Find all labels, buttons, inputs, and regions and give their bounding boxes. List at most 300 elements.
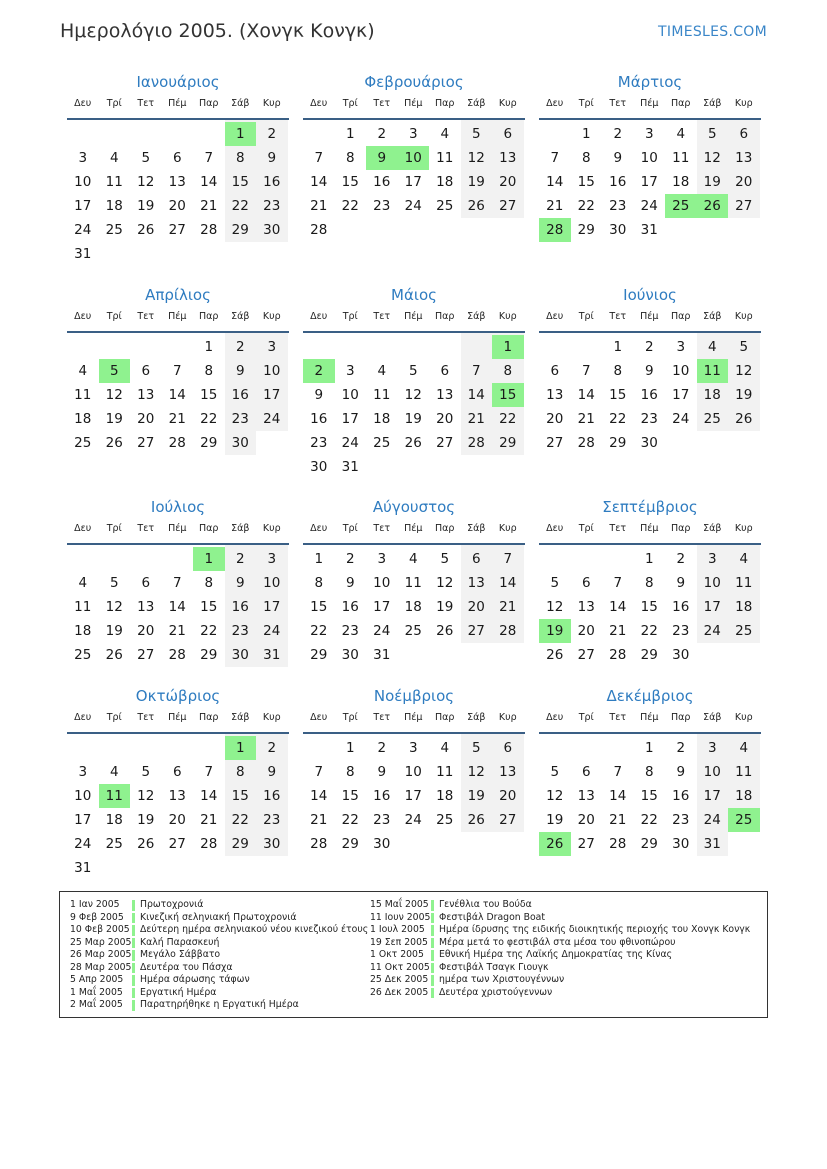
weekday-label: Σάβ [703, 712, 722, 723]
day-cell: 6 [471, 551, 481, 567]
weekday-header [303, 98, 525, 114]
weekday-header [67, 98, 289, 114]
day-cell: 14 [609, 599, 627, 615]
day-cell: 11 [404, 575, 422, 591]
day-cell: 8 [644, 575, 654, 591]
legend-date: 11 Οκτ 2005 [370, 961, 430, 973]
day-cell: 5 [141, 764, 151, 780]
day-cell: 18 [105, 198, 123, 214]
legend-date: 9 Φεβ 2005 [70, 911, 124, 923]
day-cell: 8 [613, 363, 623, 379]
day-cell: 29 [341, 836, 359, 852]
day-cell: 26 [735, 411, 753, 427]
legend-date: 26 Δεκ 2005 [370, 986, 429, 998]
weekday-label: Δευ [546, 311, 564, 322]
day-cell: 17 [74, 198, 92, 214]
day-cell: 20 [436, 411, 454, 427]
day-cell: 7 [503, 551, 513, 567]
day-cell: 24 [703, 812, 721, 828]
day-cell: 12 [105, 387, 123, 403]
day-cell: 29 [231, 222, 249, 238]
day-cell: 28 [168, 647, 186, 663]
day-cell: 30 [672, 647, 690, 663]
weekday-label: Τρί [106, 523, 122, 534]
day-cell: 4 [408, 551, 418, 567]
day-cell: 31 [263, 647, 281, 663]
day-cell: 18 [672, 174, 690, 190]
holiday-day-cell: 1 [225, 122, 257, 146]
day-cell: 23 [263, 812, 281, 828]
day-cell: 9 [676, 575, 686, 591]
day-cell: 3 [78, 150, 88, 166]
day-cell: 18 [735, 599, 753, 615]
day-cell: 24 [640, 198, 658, 214]
day-cell: 20 [735, 174, 753, 190]
day-cell: 25 [703, 411, 721, 427]
legend-row [70, 949, 221, 962]
day-cell: 9 [644, 363, 654, 379]
legend-holiday-name: Κινεζική σεληνιακή Πρωτοχρονιά [140, 911, 297, 923]
day-cell: 17 [263, 599, 281, 615]
day-cell: 12 [546, 788, 564, 804]
legend-holiday-name: Μέρα μετά το φεστιβάλ στα μέσα του φθινοπώρου [439, 936, 676, 948]
weekday-label: Τετ [137, 98, 155, 109]
holiday-day-cell: 1 [492, 335, 524, 359]
day-cell: 21 [577, 411, 595, 427]
legend-date: 1 Μαΐ 2005 [70, 986, 123, 998]
day-cell: 2 [377, 740, 387, 756]
day-cell: 17 [404, 788, 422, 804]
day-cell: 12 [467, 150, 485, 166]
day-cell: 21 [168, 623, 186, 639]
weekday-label: Πέμ [404, 712, 423, 723]
day-cell: 7 [314, 150, 324, 166]
day-cell: 24 [74, 222, 92, 238]
month-block [67, 498, 289, 698]
weekday-label: Σάβ [231, 98, 250, 109]
legend-marker [431, 900, 434, 911]
day-cell: 2 [235, 339, 245, 355]
weekday-header [539, 523, 761, 539]
day-cell: 23 [373, 812, 391, 828]
weekday-label: Δευ [546, 712, 564, 723]
day-cell: 17 [341, 411, 359, 427]
day-cell: 5 [141, 150, 151, 166]
day-cell: 7 [581, 363, 591, 379]
weekday-label: Σάβ [467, 98, 486, 109]
day-cell: 5 [739, 339, 749, 355]
day-cell: 19 [137, 198, 155, 214]
day-cell: 22 [609, 411, 627, 427]
weekday-label: Παρ [671, 98, 691, 109]
legend-row [70, 924, 369, 937]
day-cell: 30 [310, 459, 328, 475]
day-cell: 6 [581, 575, 591, 591]
day-cell: 30 [640, 435, 658, 451]
day-cell: 21 [310, 198, 328, 214]
day-cell: 16 [263, 174, 281, 190]
day-cell: 4 [440, 126, 450, 142]
month-name: Αύγουστος [372, 498, 456, 516]
weekday-label: Τρί [106, 712, 122, 723]
weekday-label: Δευ [546, 98, 564, 109]
day-cell: 22 [341, 812, 359, 828]
weekday-label: Τετ [137, 523, 155, 534]
legend-holiday-name: Φεστιβάλ Dragon Boat [439, 911, 546, 923]
day-cell: 9 [314, 387, 324, 403]
day-cell: 24 [404, 198, 422, 214]
legend-row [70, 986, 217, 1000]
weekday-label: Κυρ [734, 523, 753, 534]
weekday-label: Πέμ [640, 98, 659, 109]
day-cell: 5 [707, 126, 717, 142]
day-cell: 9 [235, 363, 245, 379]
day-cell: 24 [263, 623, 281, 639]
weekday-label: Κυρ [734, 311, 753, 322]
day-cell: 4 [707, 339, 717, 355]
weekday-label: Παρ [435, 311, 455, 322]
legend-date: 15 Μαΐ 2005 [370, 899, 429, 910]
legend-marker [431, 925, 434, 936]
legend-row [370, 961, 549, 975]
day-cell: 13 [499, 150, 517, 166]
day-cell: 12 [467, 764, 485, 780]
day-cell: 24 [74, 836, 92, 852]
day-cell: 25 [735, 623, 753, 639]
day-cell: 30 [672, 836, 690, 852]
day-cell: 10 [703, 575, 721, 591]
legend-holiday-name: Μεγάλο Σάββατο [140, 949, 221, 960]
day-cell: 4 [739, 551, 749, 567]
legend-marker [431, 938, 434, 949]
weekday-label: Κυρ [498, 712, 517, 723]
weekday-header [539, 311, 761, 327]
day-cell: 9 [267, 764, 277, 780]
day-cell: 22 [310, 623, 328, 639]
day-cell: 19 [105, 623, 123, 639]
day-cell: 20 [137, 411, 155, 427]
weekday-label: Κυρ [734, 98, 753, 109]
day-cell: 12 [105, 599, 123, 615]
day-cell: 22 [200, 623, 218, 639]
holiday-legend [59, 891, 768, 1018]
holiday-day-cell: 26 [539, 832, 571, 856]
weekday-label: Τετ [373, 98, 391, 109]
weekday-label: Τρί [106, 98, 122, 109]
weekday-label: Κυρ [262, 523, 281, 534]
weekday-label: Πέμ [640, 311, 659, 322]
holiday-day-cell: 28 [539, 218, 571, 242]
weekday-label: Τετ [609, 98, 627, 109]
legend-marker [132, 913, 135, 924]
day-cell: 22 [499, 411, 517, 427]
day-cell: 14 [577, 387, 595, 403]
legend-date: 1 Ιουλ 2005 [370, 924, 425, 935]
day-cell: 2 [676, 740, 686, 756]
day-cell: 10 [703, 764, 721, 780]
weekday-label: Τετ [137, 712, 155, 723]
day-cell: 27 [436, 435, 454, 451]
day-cell: 11 [105, 174, 123, 190]
day-cell: 8 [644, 764, 654, 780]
day-cell: 28 [310, 222, 328, 238]
day-cell: 16 [640, 387, 658, 403]
weekday-label: Κυρ [498, 311, 517, 322]
weekday-label: Δευ [310, 98, 328, 109]
day-cell: 27 [168, 222, 186, 238]
day-cell: 23 [640, 411, 658, 427]
day-cell: 13 [577, 788, 595, 804]
day-cell: 26 [105, 435, 123, 451]
day-cell: 16 [373, 788, 391, 804]
day-cell: 21 [467, 411, 485, 427]
day-cell: 7 [471, 363, 481, 379]
day-cell: 26 [467, 198, 485, 214]
day-cell: 21 [310, 812, 328, 828]
weekday-header [303, 523, 525, 539]
day-cell: 18 [703, 387, 721, 403]
legend-date: 1 Οκτ 2005 [370, 949, 424, 960]
day-cell: 27 [499, 198, 517, 214]
day-cell: 31 [703, 836, 721, 852]
day-cell: 1 [345, 126, 355, 142]
day-cell: 23 [672, 812, 690, 828]
weekday-label: Τετ [609, 712, 627, 723]
day-cell: 21 [168, 411, 186, 427]
day-cell: 13 [467, 575, 485, 591]
weekday-label: Τρί [342, 523, 358, 534]
day-cell: 4 [440, 740, 450, 756]
day-cell: 27 [577, 836, 595, 852]
legend-column-right [370, 899, 751, 999]
day-cell: 16 [231, 387, 249, 403]
day-cell: 3 [78, 764, 88, 780]
holiday-day-cell: 9 [366, 146, 398, 170]
day-cell: 22 [200, 411, 218, 427]
day-cell: 14 [609, 788, 627, 804]
month-block [67, 73, 289, 273]
day-cell: 2 [644, 339, 654, 355]
day-cell: 23 [231, 623, 249, 639]
day-cell: 21 [200, 812, 218, 828]
day-cell: 26 [137, 222, 155, 238]
day-cell: 22 [640, 623, 658, 639]
legend-date: 26 Μαρ 2005 [70, 949, 132, 960]
day-cell: 9 [345, 575, 355, 591]
day-cell: 8 [345, 764, 355, 780]
day-cell: 11 [74, 599, 92, 615]
weekday-label: Παρ [435, 98, 455, 109]
day-cell: 15 [640, 599, 658, 615]
day-cell: 25 [436, 812, 454, 828]
day-cell: 7 [314, 764, 324, 780]
weekday-label: Πέμ [404, 311, 423, 322]
weekday-label: Κυρ [734, 712, 753, 723]
day-cell: 8 [345, 150, 355, 166]
day-cell: 14 [467, 387, 485, 403]
month-name: Ιούνιος [623, 286, 677, 304]
legend-holiday-name: Εργατική Ημέρα [140, 986, 217, 998]
day-cell: 19 [467, 788, 485, 804]
day-cell: 4 [739, 740, 749, 756]
legend-row [370, 949, 673, 962]
legend-row [370, 911, 546, 925]
legend-marker [132, 925, 135, 936]
weekday-label: Παρ [435, 523, 455, 534]
weekday-label: Δευ [310, 712, 328, 723]
day-cell: 17 [703, 788, 721, 804]
day-cell: 22 [341, 198, 359, 214]
weekday-label: Δευ [74, 98, 92, 109]
legend-marker [431, 963, 434, 974]
legend-holiday-name: Καλή Παρασκευή [140, 936, 220, 948]
legend-date: 25 Δεκ 2005 [370, 974, 429, 985]
legend-marker [431, 950, 434, 961]
weekday-label: Σάβ [467, 712, 486, 723]
legend-marker [431, 975, 434, 986]
day-cell: 3 [707, 551, 717, 567]
day-cell: 27 [168, 836, 186, 852]
day-cell: 28 [200, 222, 218, 238]
day-cell: 27 [546, 435, 564, 451]
weekday-header [303, 712, 525, 728]
day-cell: 31 [341, 459, 359, 475]
day-cell: 18 [74, 411, 92, 427]
day-cell: 14 [200, 788, 218, 804]
day-cell: 5 [471, 740, 481, 756]
weekday-header [67, 712, 289, 728]
weekday-label: Σάβ [467, 311, 486, 322]
month-block [303, 73, 525, 273]
month-name: Μάιος [391, 286, 437, 304]
holiday-day-cell: 19 [539, 619, 571, 643]
day-cell: 14 [310, 174, 328, 190]
holiday-day-cell: 26 [697, 194, 729, 218]
day-cell: 15 [200, 599, 218, 615]
day-cell: 16 [341, 599, 359, 615]
day-cell: 18 [105, 812, 123, 828]
day-cell: 2 [676, 551, 686, 567]
month-name: Απρίλιος [145, 286, 211, 304]
day-cell: 23 [373, 198, 391, 214]
legend-row [70, 961, 233, 975]
day-cell: 30 [231, 435, 249, 451]
day-cell: 12 [703, 150, 721, 166]
weekday-label: Δευ [310, 311, 328, 322]
day-cell: 16 [672, 788, 690, 804]
weekday-label: Παρ [671, 523, 691, 534]
day-cell: 6 [503, 126, 513, 142]
weekday-label: Δευ [546, 523, 564, 534]
day-cell: 9 [613, 150, 623, 166]
day-cell: 8 [204, 575, 214, 591]
day-cell: 3 [345, 363, 355, 379]
day-cell: 16 [310, 411, 328, 427]
day-cell: 26 [546, 647, 564, 663]
day-cell: 27 [467, 623, 485, 639]
month-name: Οκτώβριος [135, 687, 221, 705]
day-cell: 23 [263, 198, 281, 214]
day-cell: 10 [263, 363, 281, 379]
day-cell: 25 [74, 435, 92, 451]
day-cell: 25 [436, 198, 454, 214]
legend-row [70, 999, 299, 1012]
legend-marker [431, 913, 434, 924]
weekday-label: Κυρ [498, 523, 517, 534]
month-name: Δεκέμβριος [606, 687, 694, 705]
month-block [303, 687, 525, 887]
day-cell: 17 [373, 599, 391, 615]
weekday-label: Παρ [199, 311, 219, 322]
day-cell: 17 [74, 812, 92, 828]
legend-row [370, 899, 532, 912]
day-cell: 29 [200, 647, 218, 663]
day-cell: 25 [373, 435, 391, 451]
weekday-header [67, 311, 289, 327]
day-cell: 16 [672, 599, 690, 615]
weekday-label: Πέμ [168, 311, 187, 322]
day-cell: 18 [436, 174, 454, 190]
day-cell: 14 [168, 387, 186, 403]
brand-link[interactable]: TIMESLES.COM [658, 24, 767, 40]
day-cell: 1 [314, 551, 324, 567]
day-cell: 4 [676, 126, 686, 142]
day-cell: 27 [137, 647, 155, 663]
month-name: Ιούλιος [150, 498, 206, 516]
weekday-label: Κυρ [262, 712, 281, 723]
weekday-label: Τρί [578, 311, 594, 322]
day-cell: 14 [310, 788, 328, 804]
holiday-day-cell: 5 [99, 359, 131, 383]
month-block [539, 687, 761, 887]
day-cell: 12 [735, 363, 753, 379]
holiday-day-cell: 1 [193, 547, 225, 571]
day-cell: 15 [640, 788, 658, 804]
day-cell: 5 [440, 551, 450, 567]
day-cell: 2 [235, 551, 245, 567]
holiday-day-cell: 15 [492, 383, 524, 407]
legend-date: 28 Μαρ 2005 [70, 961, 132, 973]
weekday-label: Σάβ [703, 523, 722, 534]
day-cell: 13 [546, 387, 564, 403]
day-cell: 11 [436, 764, 454, 780]
weekday-label: Τρί [342, 311, 358, 322]
day-cell: 25 [105, 836, 123, 852]
day-cell: 29 [609, 435, 627, 451]
legend-column-left [70, 899, 369, 1012]
day-cell: 2 [377, 126, 387, 142]
day-cell: 10 [74, 788, 92, 804]
legend-holiday-name: Ημέρα ίδρυσης της ειδικής διοικητικής περιοχής του Χονγκ Κονγκ [439, 924, 751, 935]
weekday-label: Τετ [373, 311, 391, 322]
weekday-label: Παρ [435, 712, 455, 723]
weekday-label: Σάβ [703, 311, 722, 322]
weekday-label: Σάβ [231, 712, 250, 723]
day-cell: 20 [546, 411, 564, 427]
day-cell: 21 [499, 599, 517, 615]
day-cell: 28 [200, 836, 218, 852]
holiday-day-cell: 2 [303, 359, 335, 383]
day-cell: 3 [408, 740, 418, 756]
day-cell: 25 [105, 222, 123, 238]
holiday-day-cell: 10 [398, 146, 430, 170]
day-cell: 10 [373, 575, 391, 591]
day-cell: 1 [613, 339, 623, 355]
day-cell: 23 [609, 198, 627, 214]
day-cell: 7 [204, 150, 214, 166]
legend-marker [132, 975, 135, 986]
weekday-label: Παρ [671, 712, 691, 723]
